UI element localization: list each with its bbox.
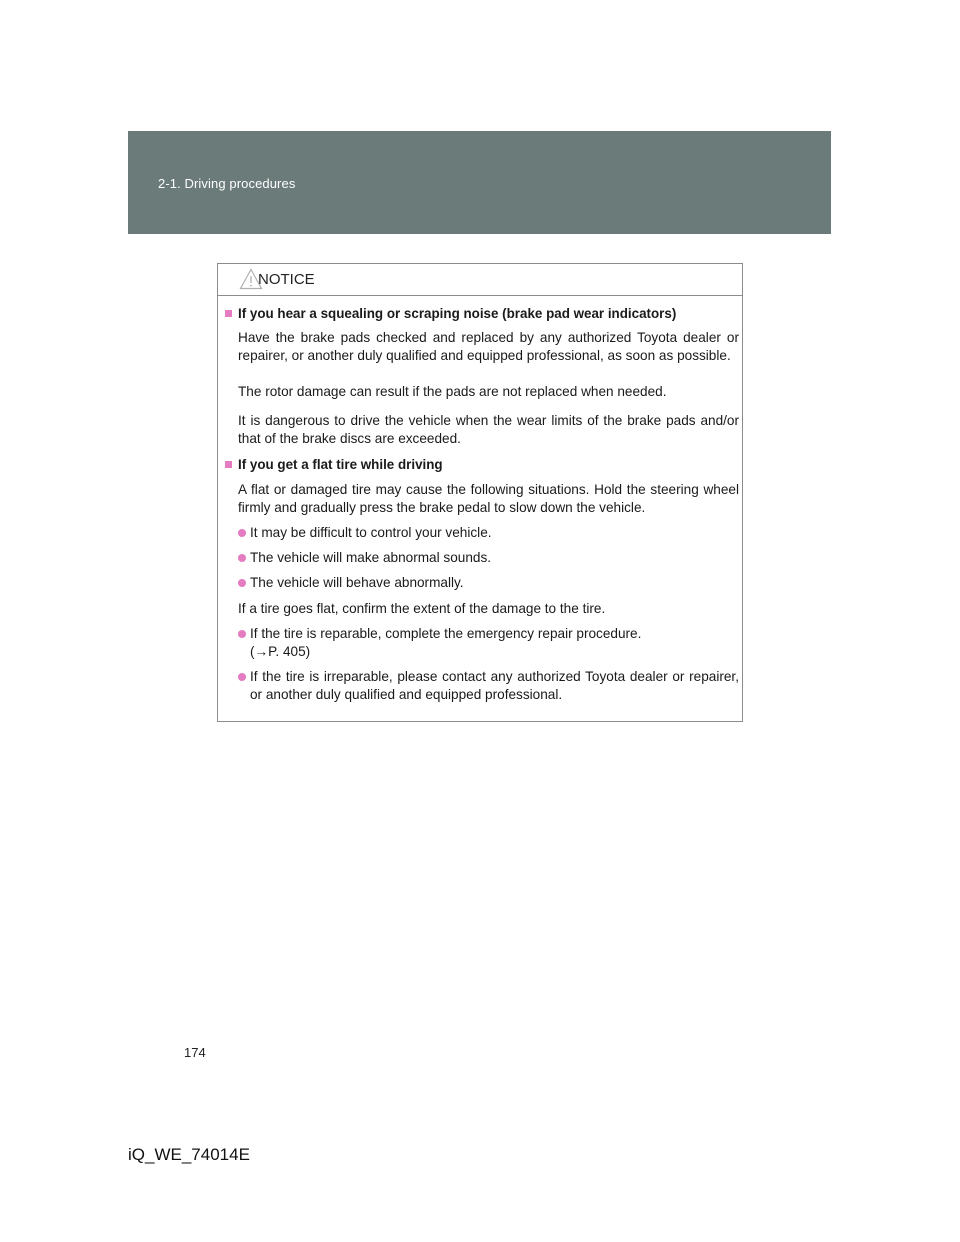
round-bullet-icon: [238, 529, 246, 537]
page-reference: (→P. 405): [250, 644, 311, 659]
section-heading-brake-noise: If you hear a squealing or scraping noise (brake pad wear indicators): [225, 306, 676, 321]
round-bullet-icon: [238, 673, 246, 681]
notice-header: [218, 264, 742, 296]
notice-title: NOTICE: [258, 271, 315, 288]
paragraph: Have the brake pads checked and replaced by any authorized Toyota dealer or repairer, or another duly qualified and equipped professional, as soon as possible.: [238, 330, 739, 363]
list-item: It may be difficult to control your vehicle.: [238, 524, 739, 542]
list-item: The vehicle will make abnormal sounds.: [238, 549, 739, 567]
paragraph: The rotor damage can result if the pads are not replaced when needed.: [238, 384, 667, 399]
section-title: 2-1. Driving procedures: [158, 176, 296, 191]
paragraph: If a tire goes flat, confirm the extent of the damage to the tire.: [238, 601, 606, 616]
page-header: [128, 131, 831, 234]
notice-box: [217, 263, 743, 722]
list-item: The vehicle will behave abnormally.: [238, 574, 739, 592]
list-item: If the tire is reparable, complete the emergency repair procedure. (→P. 405): [238, 625, 739, 661]
paragraph: A flat or damaged tire may cause the following situations. Hold the steering wheel firmly and gradually press the brake pedal to slow down the vehicle.: [238, 482, 739, 515]
section-heading-flat-tire: If you get a flat tire while driving: [225, 457, 443, 472]
square-bullet-icon: [225, 310, 232, 317]
square-bullet-icon: [225, 461, 232, 468]
round-bullet-icon: [238, 630, 246, 638]
page-number: 174: [184, 1045, 206, 1060]
document-code: iQ_WE_74014E: [128, 1145, 250, 1164]
paragraph: It is dangerous to drive the vehicle when the wear limits of the brake pads and/or that of the brake discs are exceeded.: [238, 413, 739, 446]
list-item: If the tire is irreparable, please contact any authorized Toyota dealer or repairer, or another duly qualified and equipped professional.: [238, 668, 739, 704]
round-bullet-icon: [238, 554, 246, 562]
round-bullet-icon: [238, 579, 246, 587]
